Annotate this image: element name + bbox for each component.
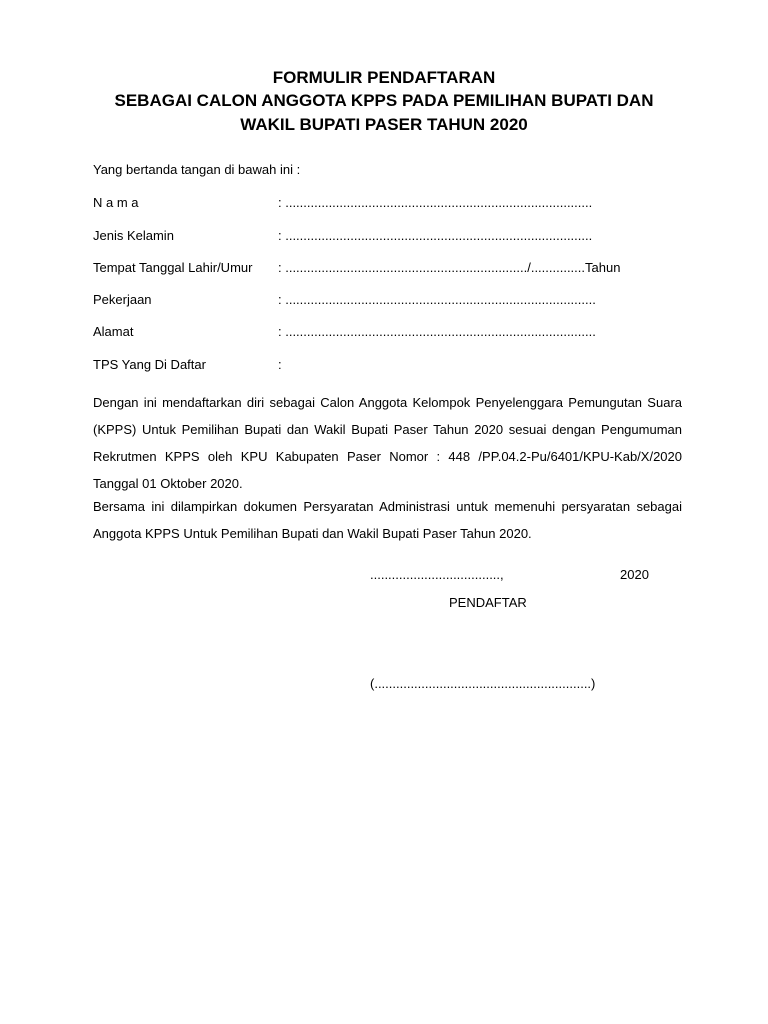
form-title: FORMULIR PENDAFTARAN — [272, 68, 496, 87]
signature-role: PENDAFTAR — [449, 595, 527, 610]
field-label-tps: TPS Yang Di Daftar — [93, 357, 206, 372]
signature-year: 2020 — [620, 567, 649, 582]
field-label-pekerjaan: Pekerjaan — [93, 292, 152, 307]
form-subtitle-line2: WAKIL BUPATI PASER TAHUN 2020 — [240, 115, 528, 134]
form-subtitle-line1: SEBAGAI CALON ANGGOTA KPPS PADA PEMILIHAN BUPATI DAN — [114, 91, 654, 110]
field-value-pekerjaan: : ...................................................................................... — [278, 292, 596, 307]
field-label-jenis-kelamin: Jenis Kelamin — [93, 228, 174, 243]
signature-name-line: (............................................................) — [370, 676, 596, 691]
field-value-jenis-kelamin: : ..................................................................................... — [278, 228, 593, 243]
signature-place: ...................................., — [370, 567, 504, 582]
field-label-alamat: Alamat — [93, 324, 134, 339]
field-value-ttl-umur: : .................................................................../...............Tahun — [278, 260, 621, 275]
field-label-ttl-umur: Tempat Tanggal Lahir/Umur — [93, 260, 253, 275]
field-label-nama: N a m a — [93, 195, 139, 210]
field-value-alamat: : ...................................................................................... — [278, 324, 596, 339]
declaration-paragraph: Dengan ini mendaftarkan diri sebagai Calon Anggota Kelompok Penyelenggara Pemungutan Suara (KPPS) Untuk Pemilihan Bupati dan Wakil Bupati Paser Tahun 2020 sesuai dengan Pengumuman Rekrutmen KPPS oleh KPU Kabupaten Paser Nomor : 448 /PP.04.2-Pu/6401/KPU-Kab/X/2020 Tanggal 01 Oktober 2020. — [93, 395, 682, 491]
attachment-paragraph: Bersama ini dilampirkan dokumen Persyaratan Administrasi untuk memenuhi persyaratan sebagai Anggota KPPS Untuk Pemilihan Bupati dan Wakil Bupati Paser Tahun 2020. — [93, 499, 682, 541]
field-value-tps: : — [278, 357, 282, 372]
field-value-nama: : ..................................................................................... — [278, 195, 593, 210]
intro-text: Yang bertanda tangan di bawah ini : — [93, 162, 301, 177]
